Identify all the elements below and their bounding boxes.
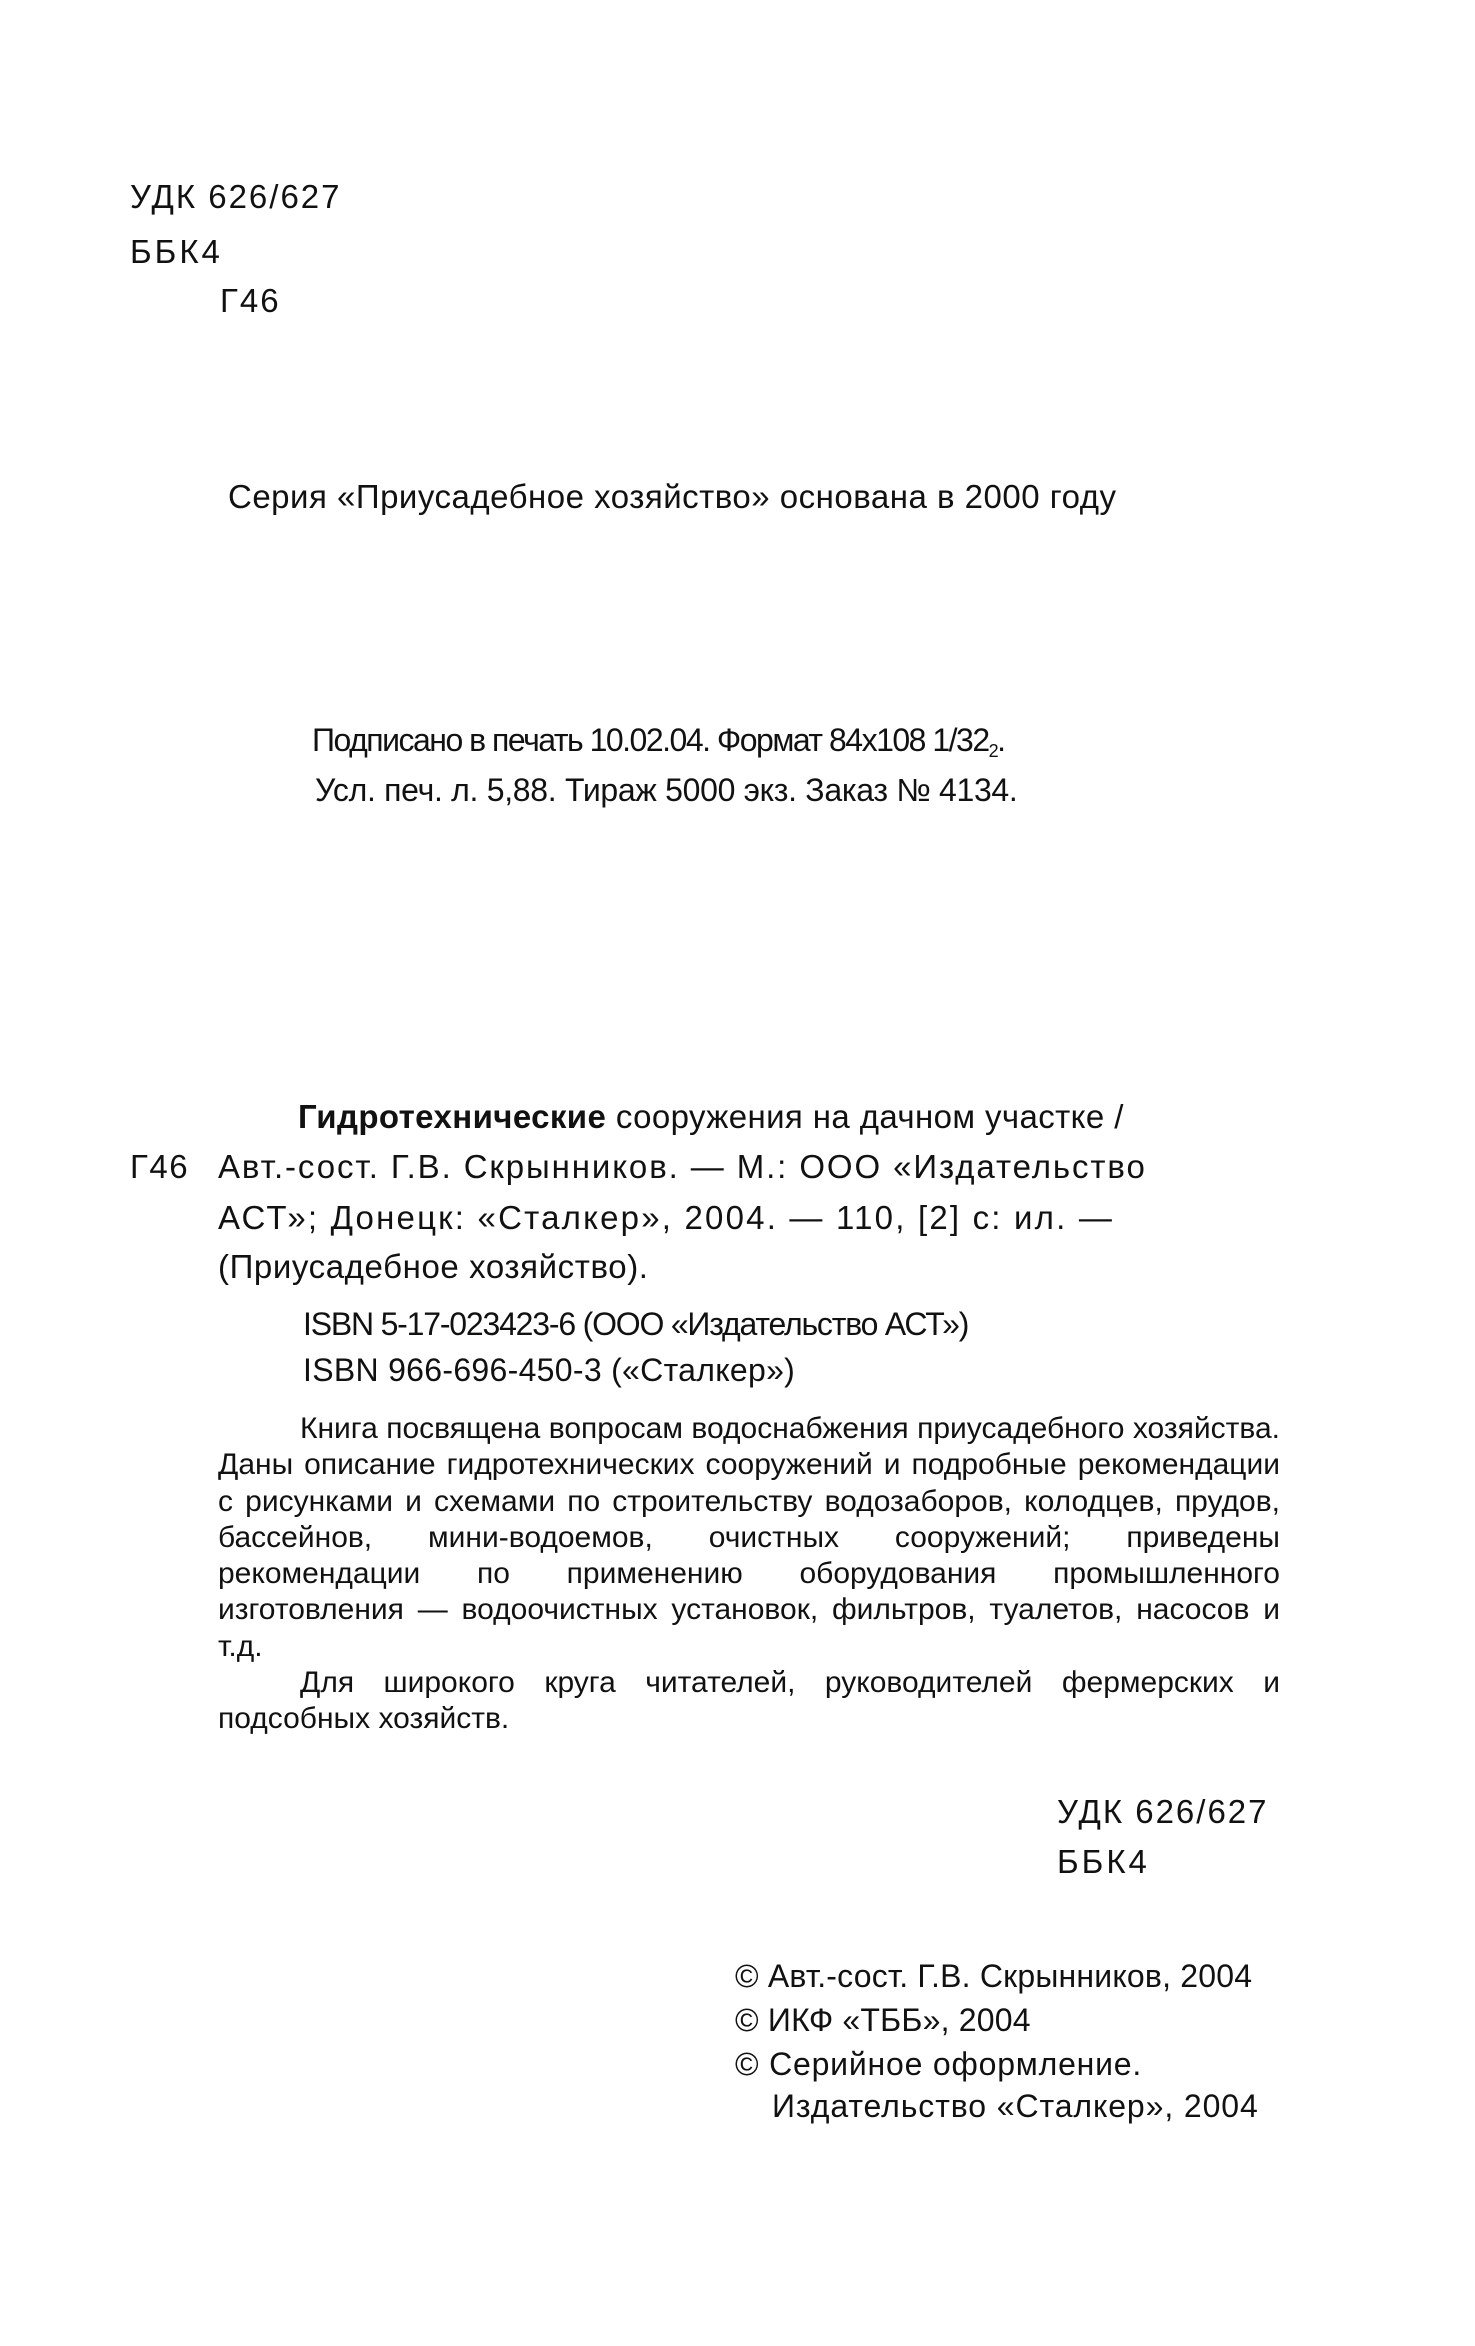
author-sign-top: Г46 <box>220 282 281 319</box>
udk-code-top: УДК 626/627 <box>130 178 342 215</box>
bibliographic-title <box>298 1098 1124 1136</box>
isbn-ast: ISBN 5-17-023423-6 (ООО «Издательство АСТ») <box>303 1306 969 1342</box>
annotation <box>218 1411 1280 1738</box>
imprint-format-subscript: 2 <box>988 741 998 761</box>
udk-code-bottom: УДК 626/627 <box>1057 1793 1269 1830</box>
copyright-line-4: Издательство «Сталкер», 2004 <box>772 2088 1259 2124</box>
imprint-line-1-end: . <box>997 722 1005 758</box>
author-sign-mid: Г46 <box>130 1148 190 1185</box>
copyright-line-1: © Авт.-сост. Г.В. Скрынников, 2004 <box>735 1958 1253 1994</box>
imprint-line-1-text: Подписано в печать 10.02.04. Формат 84x108 1/32 <box>312 722 989 758</box>
imprint-line-2: Усл. печ. л. 5,88. Тираж 5000 экз. Заказ № 4134. <box>315 772 1018 808</box>
series-note: Серия «Приусадебное хозяйство» основана в 2000 году <box>228 478 1117 515</box>
book-title-rest: сооружения на дачном участке / <box>606 1098 1124 1135</box>
annotation-paragraph-2: Для широкого круга читателей, руководителей фермерских и подсобных хозяйств. <box>218 1666 1280 1736</box>
isbn-stalker: ISBN 966-696-450-3 («Сталкер») <box>303 1352 796 1388</box>
copyright-line-2: © ИКФ «ТББ», 2004 <box>735 2002 1031 2038</box>
book-title-bold: Гидротехнические <box>298 1098 607 1135</box>
bibliographic-line-2: Авт.-сост. Г.В. Скрынников. — М.: ООО «Издательство <box>218 1148 1147 1185</box>
imprint-line-1 <box>312 722 1005 762</box>
annotation-paragraph-1: Книга посвящена вопросам водоснабжения приусадебного хозяйства. Даны описание гидротехнических сооружений и подробные рекомендации с рисунками и схемами по строительству водозаборов, колодцев, прудов, бассейнов, мини-водоемов, очистных сооружений; приведены рекомендации по применению оборудования промышленного изготовления — водоочистных установок, фильтров, туалетов, насосов и т.д. <box>218 1412 1280 1663</box>
bbk-code-bottom: ББК4 <box>1057 1843 1150 1880</box>
bibliographic-line-3: АСТ»; Донецк: «Сталкер», 2004. — 110, [2] с: ил. — <box>218 1199 1115 1236</box>
copyright-line-3: © Серийное оформление. <box>735 2046 1143 2082</box>
bbk-code-top: ББК4 <box>130 233 223 270</box>
bibliographic-line-4: (Приусадебное хозяйство). <box>218 1248 649 1285</box>
